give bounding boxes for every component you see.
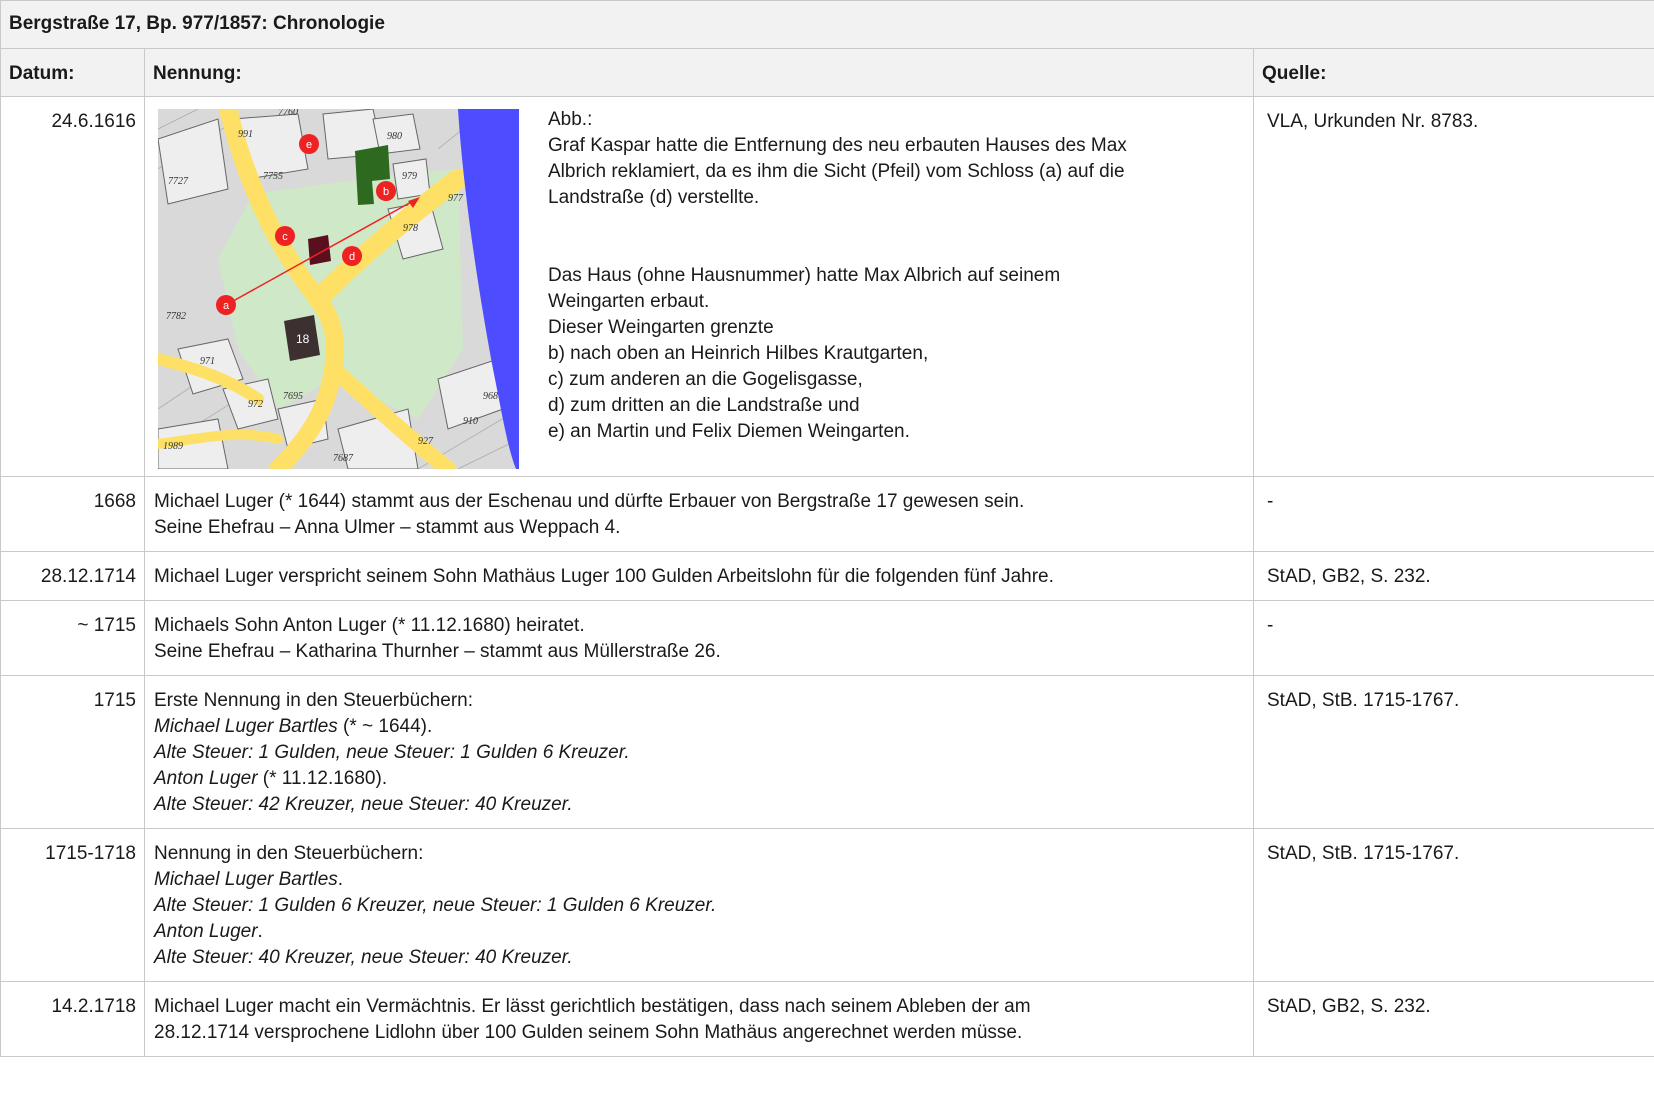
header-nennung: Nennung: bbox=[145, 49, 1254, 97]
row-date: ~ 1715 bbox=[1, 601, 145, 676]
row-date: 14.2.1718 bbox=[1, 982, 145, 1057]
table-row bbox=[1, 982, 1654, 1057]
row-entry: Nennung in den Steuerbüchern: Michael Luger Bartles. Alte Steuer: 1 Gulden 6 Kreuzer, neue Steuer: 1 Gulden 6 Kreuzer. Anton Luger. Alte Steuer: 40 Kreuzer, neue Steuer: 40 Kreuzer. bbox=[145, 829, 1254, 982]
row-source: StAD, StB. 1715-1767. bbox=[1254, 676, 1654, 829]
table-row bbox=[1, 601, 1654, 676]
caption-line: Abb.: bbox=[548, 109, 593, 130]
parcel-number: 980 bbox=[387, 131, 402, 142]
row-entry: Erste Nennung in den Steuerbüchern: Michael Luger Bartles (* ~ 1644). Alte Steuer: 1 Gulden, neue Steuer: 1 Gulden 6 Kreuzer. Anton Luger (* 11.12.1680). Alte Steuer: 42 Kreuzer, neue Steuer: 40 Kreuzer. bbox=[145, 676, 1254, 829]
parcel-number: 977 bbox=[448, 193, 463, 204]
row-entry: Michaels Sohn Anton Luger (* 11.12.1680) heiratet. Seine Ehefrau – Katharina Thurnher – stammt aus Müllerstraße 26. bbox=[145, 601, 1254, 676]
parcel-number: 7782 bbox=[166, 311, 186, 322]
caption-line: c) zum anderen an die Gogelisgasse, bbox=[548, 369, 863, 390]
house-number-label: 18 bbox=[296, 332, 310, 346]
table-title: Bergstraße 17, Bp. 977/1857: Chronologie bbox=[1, 1, 1654, 49]
row-entry: Michael Luger (* 1644) stammt aus der Eschenau und dürfte Erbauer von Bergstraße 17 gewesen sein. Seine Ehefrau – Anna Ulmer – stammt aus Weppach 4. bbox=[145, 477, 1254, 552]
caption-line: Landstraße (d) verstellte. bbox=[548, 187, 760, 208]
parcel-number: 978 bbox=[403, 223, 418, 234]
parcel-number: 968 bbox=[483, 391, 498, 402]
row-source: - bbox=[1254, 477, 1654, 552]
row-source: StAD, GB2, S. 232. bbox=[1254, 982, 1654, 1057]
caption-line: e) an Martin und Felix Diemen Weingarten. bbox=[548, 421, 910, 442]
row-entry bbox=[145, 97, 1254, 477]
row-date: 24.6.1616 bbox=[1, 97, 145, 477]
table-row bbox=[1, 829, 1654, 982]
table-row bbox=[1, 477, 1654, 552]
row-source: - bbox=[1254, 601, 1654, 676]
marker-e: e bbox=[305, 139, 313, 151]
parcel-number: 927 bbox=[418, 436, 433, 447]
row-date: 28.12.1714 bbox=[1, 552, 145, 601]
row-date: 1668 bbox=[1, 477, 145, 552]
row-date: 1715 bbox=[1, 676, 145, 829]
row-source: StAD, StB. 1715-1767. bbox=[1254, 829, 1654, 982]
table-row bbox=[1, 676, 1654, 829]
caption-line: b) nach oben an Heinrich Hilbes Krautgarten, bbox=[548, 343, 929, 364]
header-datum: Datum: bbox=[1, 49, 145, 97]
marker-d: d bbox=[348, 251, 356, 263]
marker-c: c bbox=[282, 231, 288, 243]
row-entry: Michael Luger macht ein Vermächtnis. Er lässt gerichtlich bestätigen, dass nach seinem Ableben der am 28.12.1714 versprochene Lidlohn über 100 Gulden seinem Sohn Mathäus angerechnet werden müsse. bbox=[145, 982, 1254, 1057]
marker-a: a bbox=[222, 300, 230, 312]
caption-line: d) zum dritten an die Landstraße und bbox=[548, 395, 860, 416]
caption-line: Graf Kaspar hatte die Entfernung des neu erbauten Hauses des Max bbox=[548, 135, 1127, 156]
row-source: VLA, Urkunden Nr. 8783. bbox=[1254, 97, 1654, 477]
caption-line: Das Haus (ohne Hausnummer) hatte Max Albrich auf seinem bbox=[548, 265, 1061, 286]
parcel-number: 910 bbox=[463, 416, 478, 427]
row-source: StAD, GB2, S. 232. bbox=[1254, 552, 1654, 601]
historic-map-image bbox=[158, 109, 519, 469]
table-row bbox=[1, 552, 1654, 601]
parcel-number: 7760 bbox=[278, 109, 298, 118]
row-entry: Michael Luger verspricht seinem Sohn Mathäus Luger 100 Gulden Arbeitslohn für die folgenden fünf Jahre. bbox=[145, 552, 1254, 601]
parcel-number: 991 bbox=[238, 129, 253, 140]
table-row bbox=[1, 97, 1654, 477]
parcel-number: 971 bbox=[200, 356, 215, 367]
row-date: 1715-1718 bbox=[1, 829, 145, 982]
parcel-number: 7755 bbox=[263, 171, 283, 182]
parcel-number: 7727 bbox=[168, 176, 188, 187]
header-quelle: Quelle: bbox=[1254, 49, 1654, 97]
caption-line: Dieser Weingarten grenzte bbox=[548, 317, 774, 338]
parcel-number: 979 bbox=[402, 171, 417, 182]
parcel-number: 7695 bbox=[283, 391, 303, 402]
caption-line: Albrich reklamiert, da es ihm die Sicht (Pfeil) vom Schloss (a) auf die bbox=[548, 161, 1125, 182]
title-row bbox=[1, 1, 1654, 49]
header-row bbox=[1, 49, 1654, 97]
marker-b: b bbox=[382, 186, 390, 198]
parcel-number: 7687 bbox=[333, 453, 353, 464]
figure-caption bbox=[519, 107, 1245, 469]
parcel-number: 972 bbox=[248, 399, 263, 410]
parcel-number: 1989 bbox=[163, 441, 183, 452]
caption-line: Weingarten erbaut. bbox=[548, 291, 710, 312]
